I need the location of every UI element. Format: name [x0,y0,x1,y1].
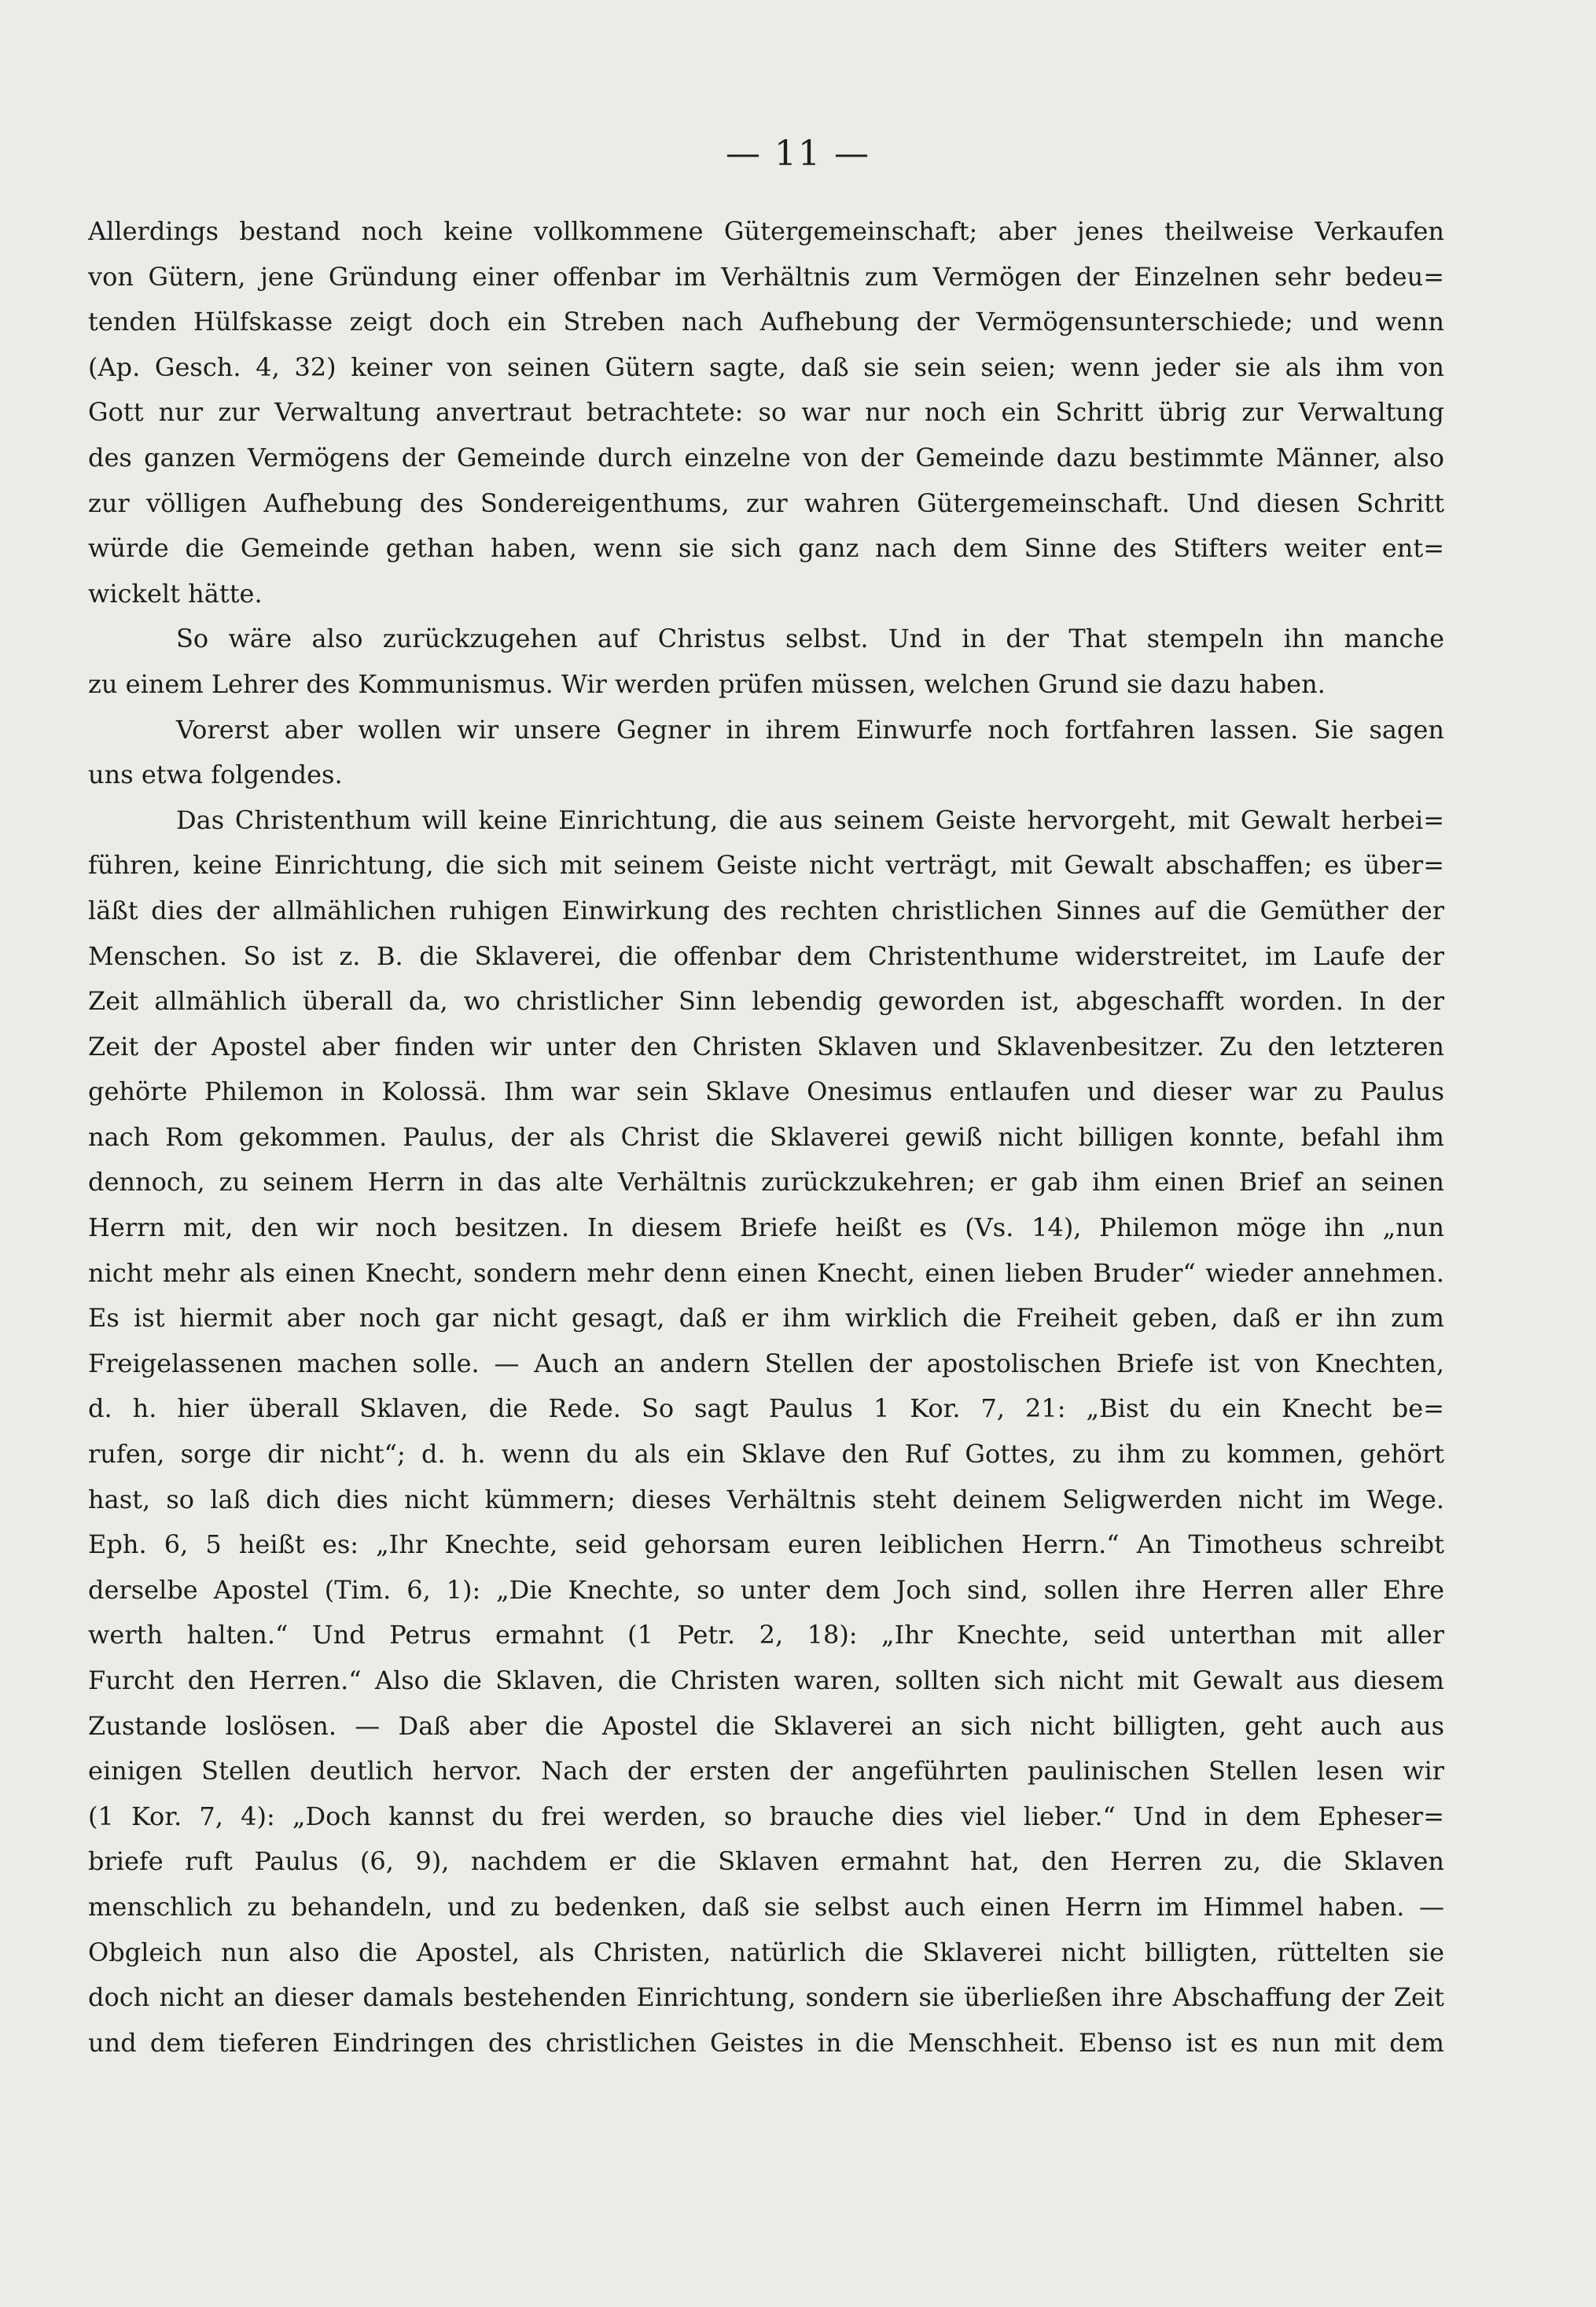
text-line: d. h. hier überall Sklaven, die Rede. So sagt Paulus 1 Kor. 7, 21: „Bist du ein Knecht be= [88,1393,1444,1424]
text-line: gehörte Philemon in Kolossä. Ihm war sein Sklave Onesimus entlaufen und dieser war zu Paulus [88,1076,1444,1107]
text-line: Eph. 6, 5 heißt es: „Ihr Knechte, seid gehorsam euren leiblichen Herrn.“ An Timotheus schreibt [88,1529,1444,1560]
text-line: So wäre also zurückzugehen auf Christus selbst. Und in der That stempeln ihn manche [176,624,1444,654]
text-line: tenden Hülfskasse zeigt doch ein Streben nach Aufhebung der Vermögensunterschiede; und wenn [88,307,1444,337]
text-line: Obgleich nun also die Apostel, als Christen, natürlich die Sklaverei nicht billigten, rüttelten sie [88,1937,1444,1967]
text-line: Furcht den Herren.“ Also die Sklaven, die Christen waren, sollten sich nicht mit Gewalt aus diesem [88,1665,1444,1695]
text-line: einigen Stellen deutlich hervor. Nach der ersten der angeführten paulinischen Stellen lesen wir [88,1756,1444,1786]
text-line: werth halten.“ Und Petrus ermahnt (1 Petr. 2, 18): „Ihr Knechte, seid unterthan mit aller [88,1620,1444,1650]
text-line: Allerdings bestand noch keine vollkommene Gütergemeinschaft; aber jenes theilweise Verkaufen [88,216,1444,246]
text-line: Gott nur zur Verwaltung anvertraut betrachtete: so war nur noch ein Schritt übrig zur Verwaltung [88,397,1444,428]
text-line: hast, so laß dich dies nicht kümmern; dieses Verhältnis steht deinem Seligwerden nicht im Wege. [88,1484,1444,1514]
text-line: Menschen. So ist z. B. die Sklaverei, die offenbar dem Christenthume widerstreitet, im Laufe der [88,940,1444,971]
text-line: Freigelassenen machen solle. — Auch an andern Stellen der apostolischen Briefe ist von Knechten, [88,1348,1444,1378]
text-line: briefe ruft Paulus (6, 9), nachdem er die Sklaven ermahnt hat, den Herren zu, die Sklaven [88,1846,1444,1877]
text-line: des ganzen Vermögens der Gemeinde durch einzelne von der Gemeinde dazu bestimmte Männer, also [88,442,1444,473]
text-line: zur völligen Aufhebung des Sondereigenthums, zur wahren Gütergemeinschaft. Und diesen Schritt [88,488,1444,518]
text-line: (1 Kor. 7, 4): „Doch kannst du frei werden, so brauche dies viel lieber.“ Und in dem Epheser= [88,1801,1444,1831]
text-line: würde die Gemeinde gethan haben, wenn sie sich ganz nach dem Sinne des Stifters weiter ent= [88,533,1444,564]
text-line: rufen, sorge dir nicht“; d. h. wenn du als ein Sklave den Ruf Gottes, zu ihm zu kommen, gehört [88,1439,1444,1470]
text-line: Das Christenthum will keine Einrichtung, die aus seinem Geiste hervorgeht, mit Gewalt herbei= [176,804,1444,835]
text-line: uns etwa folgendes. [88,760,343,790]
text-line: Zeit der Apostel aber finden wir unter den Christen Sklaven und Sklavenbesitzer. Zu den letzteren [88,1031,1444,1062]
text-line: Zeit allmählich überall da, wo christlicher Sinn lebendig geworden ist, abgeschafft worden. In der [88,986,1444,1017]
text-line: und dem tieferen Eindringen des christlichen Geistes in die Menschheit. Ebenso ist es nun mit dem [88,2027,1444,2058]
text-line: menschlich zu behandeln, und zu bedenken, daß sie selbst auch einen Herrn im Himmel haben. — [88,1891,1444,1922]
text-line: nach Rom gekommen. Paulus, der als Christ die Sklaverei gewiß nicht billigen konnte, befahl ihm [88,1121,1444,1152]
text-line: zu einem Lehrer des Kommunismus. Wir werden prüfen müssen, welchen Grund sie dazu haben. [88,668,1326,699]
text-line: doch nicht an dieser damals bestehenden Einrichtung, sondern sie überließen ihre Abschaffung der Zeit [88,1982,1444,2013]
text-line: (Ap. Gesch. 4, 32) keiner von seinen Gütern sagte, daß sie sein seien; wenn jeder sie als ihm von [88,351,1444,382]
text-line: Vorerst aber wollen wir unsere Gegner in ihrem Einwurfe noch fortfahren lassen. Sie sagen [176,714,1444,745]
text-line: derselbe Apostel (Tim. 6, 1): „Die Knechte, so unter dem Joch sind, sollen ihre Herren aller Ehre [88,1574,1444,1605]
text-line: von Gütern, jene Gründung einer offenbar im Verhältnis zum Vermögen der Einzelnen sehr bedeu= [88,261,1444,292]
text-line: wickelt hätte. [88,578,263,609]
text-line: läßt dies der allmählichen ruhigen Einwirkung des rechten christlichen Sinnes auf die Gemüther der [88,895,1444,925]
text-line: nicht mehr als einen Knecht, sondern mehr denn einen Knecht, einen lieben Bruder“ wieder annehmen. [88,1257,1444,1288]
text-line: Es ist hiermit aber noch gar nicht gesagt, daß er ihm wirklich die Freiheit geben, daß er ihn zum [88,1303,1444,1334]
text-line: dennoch, zu seinem Herrn in das alte Verhältnis zurückzukehren; er gab ihm einen Brief an seinen [88,1167,1444,1198]
page-number: — 11 — [726,134,870,174]
text-line: Zustande loslösen. — Daß aber die Apostel die Sklaverei an sich nicht billigten, geht auch aus [88,1710,1444,1741]
body-text [88,209,1444,2066]
text-line: führen, keine Einrichtung, die sich mit seinem Geiste nicht verträgt, mit Gewalt abschaffen; es über= [88,850,1444,881]
text-line: Herrn mit, den wir noch besitzen. In diesem Briefe heißt es (Vs. 14), Philemon möge ihn „nun [88,1212,1444,1243]
